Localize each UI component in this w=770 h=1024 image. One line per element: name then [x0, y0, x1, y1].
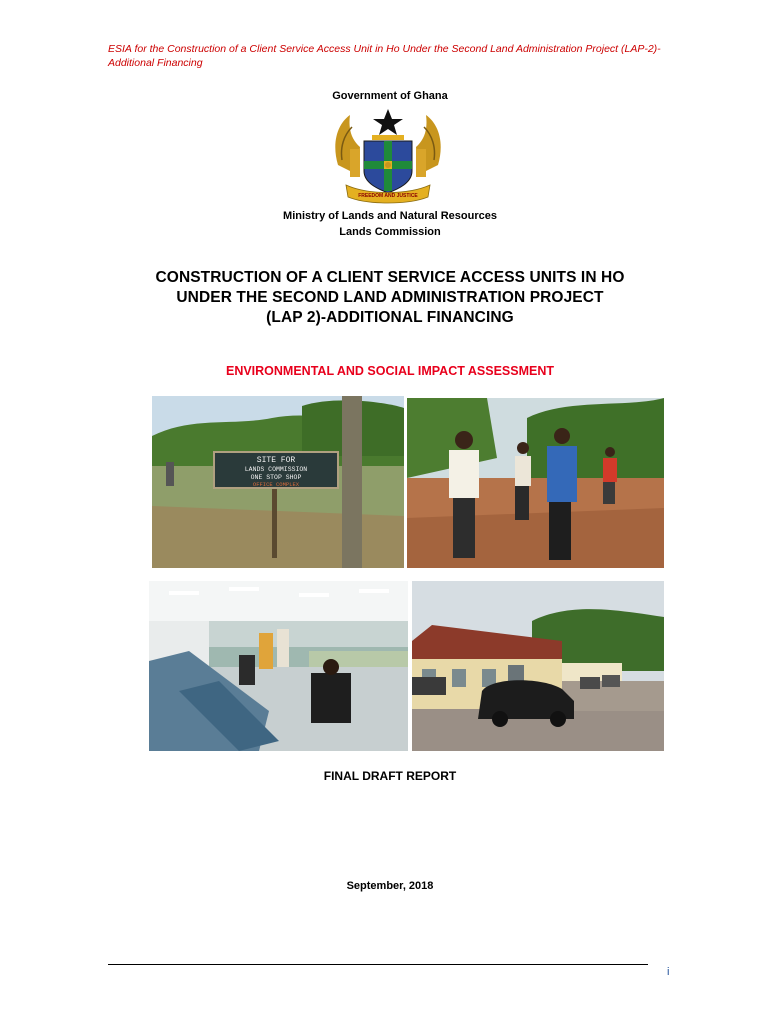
report-date: September, 2018 [346, 880, 434, 892]
sign-line-1: SITE FOR [256, 456, 296, 465]
coat-of-arms-icon [328, 105, 448, 205]
title-line-2: UNDER THE SECOND LAND ADMINISTRATION PROJECT [176, 289, 604, 306]
sign-line-4: OFFICE COMPLEX [252, 481, 300, 488]
title-line-3: (LAP 2)-ADDITIONAL FINANCING [266, 309, 514, 326]
government-label: Government of Ghana [332, 90, 448, 102]
report-subtitle: ENVIRONMENTAL AND SOCIAL IMPACT ASSESSMENT [225, 364, 555, 378]
report-title [0, 268, 770, 328]
ministry-block [0, 208, 770, 240]
photo-office-building [412, 581, 664, 751]
report-type: FINAL DRAFT REPORT [323, 769, 457, 783]
running-header [108, 42, 668, 70]
photo-site-signboard [152, 396, 404, 568]
motto-text: FREEDOM AND JUSTICE [358, 193, 418, 199]
page-number: i [667, 966, 670, 978]
commission-name: Lands Commission [339, 226, 441, 238]
ministry-name: Ministry of Lands and Natural Resources [283, 210, 497, 222]
footer-rule [108, 964, 648, 965]
title-line-1: CONSTRUCTION OF A CLIENT SERVICE ACCESS UNITS IN HO [155, 269, 625, 286]
photo-site-visit [407, 398, 664, 568]
sign-line-3: ONE STOP SHOP [250, 474, 302, 481]
sign-line-2: LANDS COMMISSION [244, 466, 308, 473]
running-header-text: ESIA for the Construction of a Client Service Access Unit in Ho Under the Second Land Administration Project (LAP-2)-Additional Financing [108, 43, 661, 69]
photo-service-hall [149, 581, 408, 751]
